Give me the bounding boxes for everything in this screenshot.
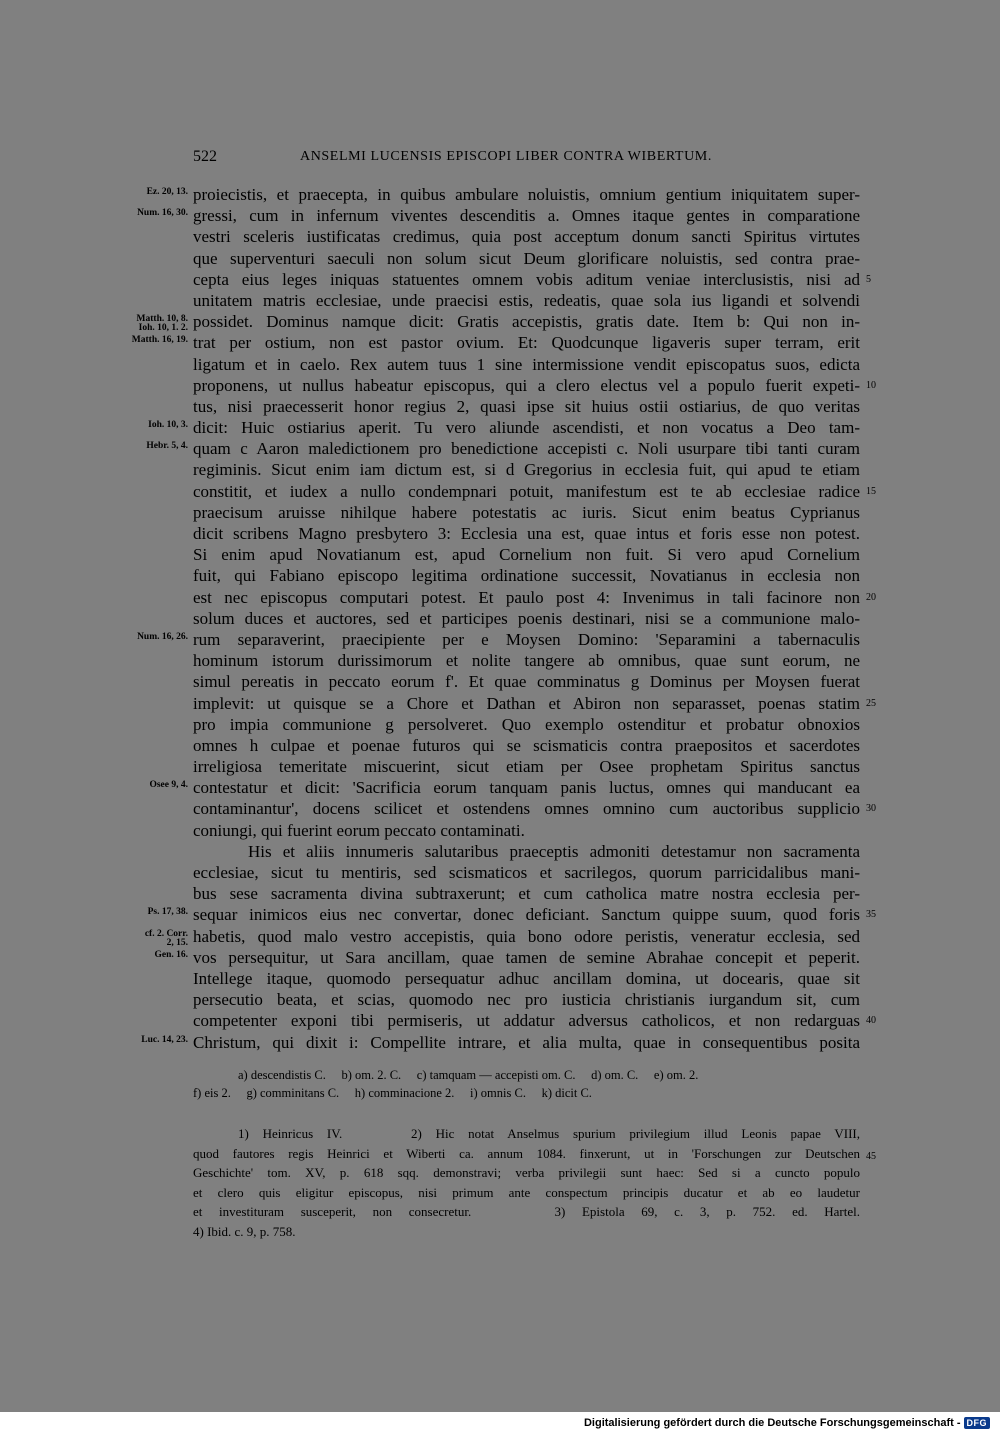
- text-line: [0, 714, 1000, 735]
- margin-reference: Ps. 17, 38.: [147, 907, 188, 918]
- text-line: [0, 629, 1000, 650]
- footnote-text: 4) Ibid. c. 9, p. 758.: [193, 1223, 296, 1239]
- margin-reference: Num. 16, 30.: [137, 208, 188, 219]
- text-line: [0, 290, 1000, 311]
- line-number: 20: [866, 591, 876, 603]
- margin-reference: Luc. 14, 23.: [141, 1034, 188, 1045]
- margin-reference: cf. 2. Corr. 2, 15.: [144, 928, 188, 948]
- line-text: persecutio beata, et scias, quomodo nec pro iusticia christianis iurgandum sit, cum: [193, 990, 860, 1010]
- line-text: gressi, cum in infernum viventes descenditis a. Omnes itaque gentes in comparatione: [193, 206, 860, 226]
- text-line: [0, 693, 1000, 714]
- line-text: contaminantur', docens scilicet et ostendens omnes omnino cum auctoribus supplicio: [193, 799, 860, 819]
- digitization-footer: [584, 1417, 990, 1429]
- margin-reference: Osee 9, 4.: [149, 780, 188, 791]
- line-text: proponens, ut nullus habeatur episcopus, qui a clero electus vel a populo fuerit expeti-: [193, 375, 860, 395]
- line-text: Intellege itaque, quomodo persequatur adhuc ancillam domina, ut docearis, quae sit: [193, 968, 860, 988]
- line-number: 45: [866, 1150, 876, 1162]
- line-text: habetis, quod malo vestro accepistis, quia bono odore peristis, veneratur ecclesia, sed: [193, 926, 860, 946]
- line-text: vestri sceleris iustificatas credimus, quia post acceptum donum sancti Spiritus virtutes: [193, 227, 860, 247]
- footnote-text: 1) Heinricus IV. 2) Hic notat Anselmus spurium privilegium illud Leonis papae VIII,: [238, 1126, 860, 1141]
- footnote-text: et clero quis eligitur episcopus, nisi primum ante conspectum principis ducatur et ab eo laudetur: [193, 1184, 860, 1200]
- line-text: hominum istorum durissimorum et nolite tangere ab omnibus, quae sunt eorum, ne: [193, 651, 860, 671]
- footnote-text: quod fautores regis Heinrici et Wiberti ca. annum 1084. finxerunt, ut in 'Forschungen zur Deutschen: [193, 1145, 860, 1161]
- margin-reference: Gen. 16.: [154, 949, 188, 960]
- text-line: [0, 523, 1000, 544]
- line-text: rum separaverint, praecipiente per e Moysen Domino: 'Separamini a tabernaculis: [193, 629, 860, 649]
- text-line: [0, 481, 1000, 502]
- footnote-text: Geschichte' tom. XV, p. 618 sqq. demonstravi; verba privilegii sunt haec: Sed si a cuncto populo: [193, 1165, 860, 1180]
- margin-reference: Hebr. 5, 4.: [146, 441, 188, 452]
- text-line: [0, 226, 1000, 247]
- line-text: tus, nisi praecesserit honor regius 2, quasi ipse sit huius ostii ostiarius, de quo veritas: [193, 396, 860, 416]
- text-line: [0, 311, 1000, 332]
- text-line: [0, 883, 1000, 904]
- line-text: proiecistis, et praecepta, in quibus ambulare noluistis, omnium gentium iniquitatem super-: [193, 185, 860, 204]
- line-text: dicit: Huic ostiarius aperit. Tu vero aliunde ascendisti, et non vocatus a Deo tam-: [193, 418, 860, 438]
- variant-line: a) descendistis C. b) om. 2. C. c) tamquam — accepisti om. C. d) om. C. e) om. 2.: [238, 1068, 699, 1082]
- line-text: pro impia communione g persolveret. Quo exemplo ostenditur et probatur obnoxios: [193, 714, 860, 734]
- line-text: simul pereatis in peccato eorum f'. Et quae comminatus g Dominus per Moysen fuerat: [193, 672, 860, 692]
- footnote-line: [193, 1202, 860, 1222]
- line-number: 15: [866, 485, 876, 497]
- footnote-line: [193, 1183, 860, 1203]
- line-number: 35: [866, 909, 876, 921]
- footnote-line: [193, 1144, 876, 1164]
- line-text: dicit scribens Magno presbytero 3: Ecclesia una est, quae intus et foris esse non potest.: [193, 524, 860, 543]
- text-line: [0, 184, 1000, 205]
- footnotes: [193, 1124, 876, 1241]
- text-line: [0, 756, 1000, 777]
- text-line: [0, 862, 1000, 883]
- line-text: contestatur et dicit: 'Sacrificia eorum tanquam panis luctus, omnes qui manducant ea: [193, 778, 860, 798]
- line-text: His et aliis innumeris salutaribus praeceptis admoniti detestamur non sacramenta: [248, 841, 860, 861]
- line-number: 10: [866, 379, 876, 391]
- footnote-line: [193, 1124, 860, 1144]
- margin-reference: Ioh. 10, 3.: [148, 420, 188, 431]
- text-line: [0, 820, 1000, 841]
- line-text: cepta eius leges iniquas statuentes omnem vobis aditum veniae interclusistis, nisi ad: [193, 269, 860, 289]
- line-text: ligatum et in caelo. Rex autem tuus 1 sine intermissione vendit episcopatus suos, edicta: [193, 354, 860, 374]
- footnote-line: [193, 1222, 860, 1242]
- text-line: [0, 544, 1000, 565]
- text-line: [0, 798, 1000, 819]
- text-line: [0, 735, 1000, 756]
- footnote-line: [193, 1163, 860, 1183]
- text-line: [0, 904, 1000, 925]
- line-text: est nec episcopus computari potest. Et paulo post 4: Invenimus in tali facinore non: [193, 587, 860, 607]
- text-line: [0, 841, 1000, 862]
- line-text: implevit: ut quisque se a Chore et Dathan et Abiron non separasset, poenas statim: [193, 693, 860, 713]
- line-number: 40: [866, 1015, 876, 1027]
- main-text: [0, 184, 1000, 1053]
- margin-reference: Matth. 10, 8. Ioh. 10, 1. 2.: [136, 314, 188, 334]
- text-line: [0, 459, 1000, 480]
- line-number: 5: [866, 273, 871, 285]
- margin-reference: Num. 16, 26.: [137, 631, 188, 642]
- running-title: ANSELMI LUCENSIS EPISCOPI LIBER CONTRA WIBERTUM.: [300, 149, 712, 164]
- text-line: [0, 1032, 1000, 1053]
- footer-text: Digitalisierung gefördert durch die Deutsche Forschungsgemeinschaft -: [583, 1417, 961, 1429]
- text-line: [0, 947, 1000, 968]
- text-line: [0, 565, 1000, 586]
- margin-reference: Ez. 20, 13.: [146, 187, 188, 197]
- line-text: que superventuri saeculi non solum sicut Deum glorificare noluistis, sed contra prae-: [193, 248, 860, 268]
- text-line: [0, 650, 1000, 671]
- text-line: [0, 396, 1000, 417]
- dfg-logo[interactable]: DFG: [964, 1417, 991, 1429]
- text-line: [0, 777, 1000, 798]
- text-line: [0, 502, 1000, 523]
- line-text: possidet. Dominus namque dicit: Gratis accepistis, gratis date. Item b: Qui non in-: [193, 312, 860, 332]
- text-line: [0, 989, 1000, 1010]
- line-text: trat per ostium, non est pastor ovium. Et: Quodcunque ligaveris super terram, erit: [193, 333, 860, 353]
- line-text: bus sese sacramenta divina subtraxerunt; et cum catholica matre nostra ecclesia per-: [193, 884, 860, 904]
- variant-line: f) eis 2. g) comminitans C. h) comminacione 2. i) omnis C. k) dicit C.: [193, 1086, 592, 1100]
- text-line: [0, 332, 1000, 353]
- text-line: [0, 608, 1000, 629]
- line-text: praecisum aruisse nihilque habere potestatis ac iuris. Sicut enim beatus Cyprianus: [193, 502, 860, 522]
- line-text: quam c Aaron maledictionem pro benedictione accepisti c. Noli usurpare tibi tanti curam: [193, 439, 860, 459]
- margin-reference: Matth. 16, 19.: [131, 335, 188, 346]
- line-text: unitatem matris ecclesiae, unde praecisi estis, redeatis, quae sola ius ligandi et solvendi: [193, 290, 860, 310]
- line-text: competenter exponi tibi permiseris, ut addatur adversus catholicos, et non redarguas: [193, 1011, 860, 1031]
- line-number: 30: [866, 803, 876, 815]
- line-text: fuit, qui Fabiano episcopo legitima ordinatione successit, Novatianus in ecclesia non: [193, 566, 860, 586]
- text-line: [0, 417, 1000, 438]
- line-text: Christum, qui dixit i: Compellite intrare, et alia multa, quae in consequentibus posita: [193, 1032, 860, 1052]
- line-text: ecclesiae, sicut tu mentiris, sed scismaticos et sacrilegos, quorum parricidalibus mani-: [193, 863, 860, 882]
- text-line: [0, 375, 1000, 396]
- line-number: 25: [866, 697, 876, 709]
- text-line: [0, 1010, 1000, 1031]
- text-line: [0, 248, 1000, 269]
- page-number: 522: [193, 148, 217, 165]
- text-line: [0, 926, 1000, 947]
- line-text: coniungi, qui fuerint eorum peccato contaminati.: [193, 820, 525, 840]
- line-text: solum duces et auctores, sed et participes poenis destinari, nisi se a communione malo-: [193, 608, 860, 628]
- text-line: [0, 438, 1000, 459]
- text-line: [0, 587, 1000, 608]
- line-text: constitit, et iudex a nullo condempnari potuit, manifestum est te ab ecclesiae radice: [193, 481, 860, 501]
- line-text: omnes h culpae et poenae futuros qui se scismaticis contra praepositos et sacerdotes: [193, 735, 860, 755]
- footnote-text: et investituram susceperit, non consecretur. 3) Epistola 69, c. 3, p. 752. ed. Hartel.: [193, 1204, 860, 1219]
- text-line: [0, 269, 1000, 290]
- line-text: irreligiosa temeritate miscuerint, sicut etiam per Osee prophetam Spiritus sanctus: [193, 757, 860, 777]
- line-text: vos persequitur, ut Sara ancillam, quae tamen de semine Abrahae concepit et peperit.: [193, 947, 860, 967]
- text-line: [0, 671, 1000, 692]
- line-text: sequar inimicos eius nec convertar, donec deficiant. Sanctum quippe suum, quod foris: [193, 905, 860, 925]
- line-text: Si enim apud Novatianum est, apud Cornelium non fuit. Si vero apud Cornelium: [193, 545, 860, 565]
- text-line: [0, 205, 1000, 226]
- text-line: [0, 354, 1000, 375]
- text-line: [0, 968, 1000, 989]
- line-text: regiminis. Sicut enim iam dictum est, si d Gregorius in ecclesia fuit, qui apud te etiam: [193, 460, 860, 480]
- variant-apparatus: [193, 1066, 860, 1102]
